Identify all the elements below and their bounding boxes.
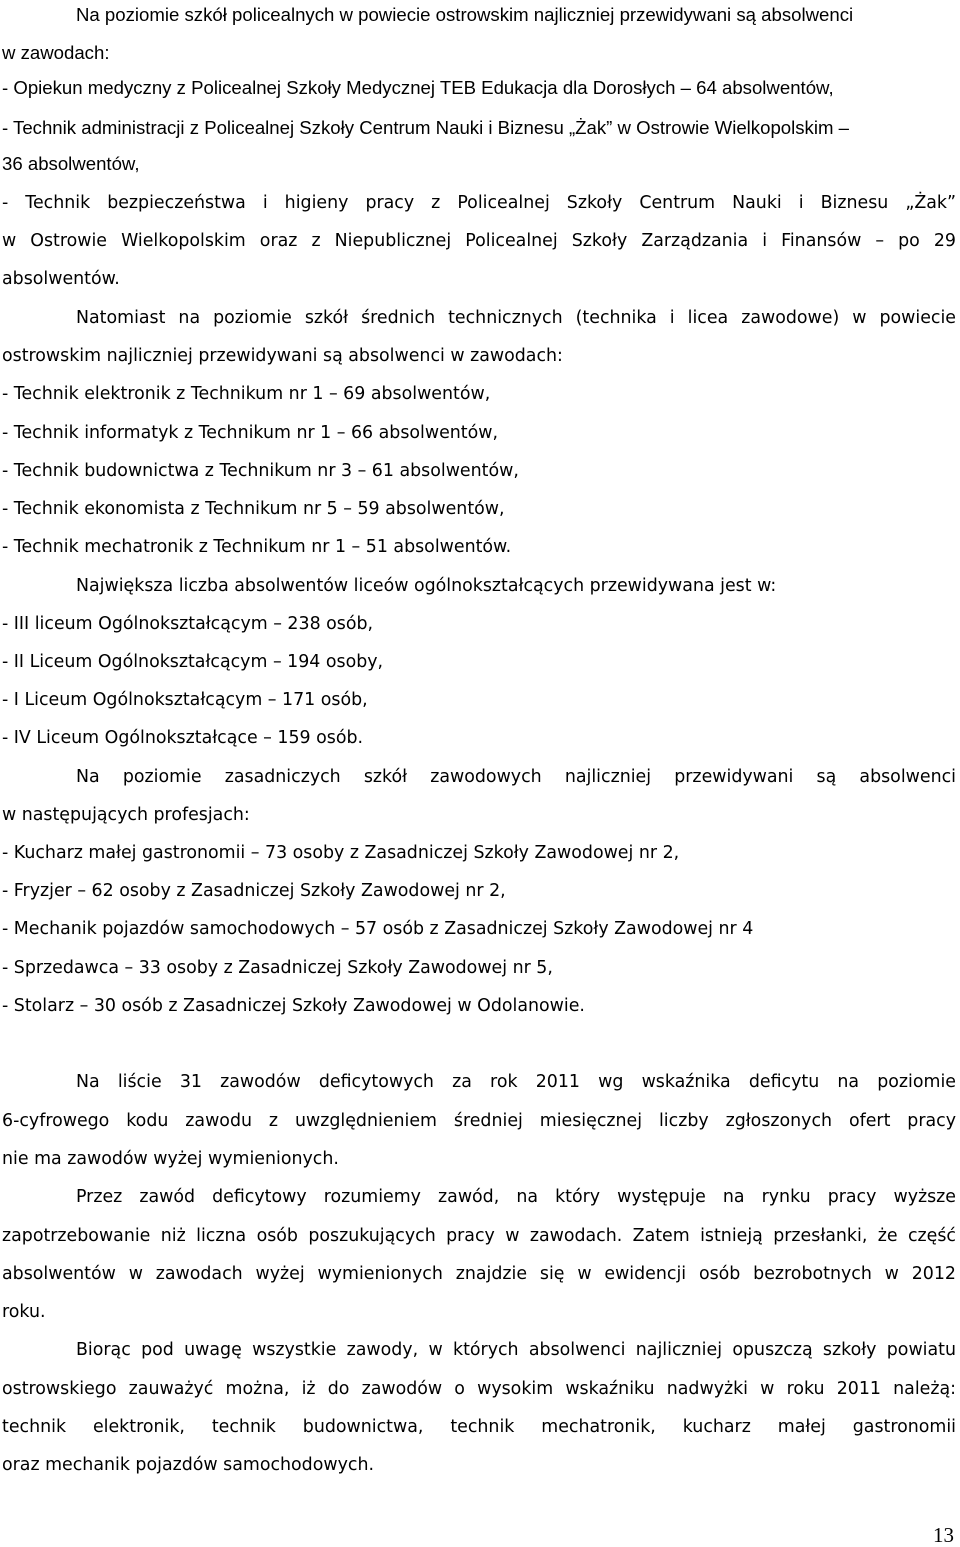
paragraph-line: 6-cyfrowego kodu zawodu z uwzględnieniem średniej miesięcznej liczby zgłoszonych ofert pracy: [2, 1111, 956, 1131]
list-item: - Technik mechatronik z Technikum nr 1 – 51 absolwentów.: [2, 537, 512, 557]
paragraph-line: w zawodach:: [2, 42, 110, 63]
paragraph-line: Biorąc pod uwagę wszystkie zawody, w których absolwenci najliczniej opuszczą szkoły powiatu: [76, 1340, 956, 1360]
list-item: - II Liceum Ogólnokształcącym – 194 osoby,: [2, 652, 384, 672]
paragraph-line: technik elektronik, technik budownictwa, technik mechatronik, kucharz małej gastronomii: [2, 1417, 956, 1437]
paragraph-line: Na poziomie zasadniczych szkół zawodowych najliczniej przewidywani są absolwenci: [76, 767, 956, 787]
list-item: - Stolarz – 30 osób z Zasadniczej Szkoły Zawodowej w Odolanowie.: [2, 996, 585, 1016]
list-item: - Technik bezpieczeństwa i higieny pracy z Policealnej Szkoły Centrum Nauki i Biznesu „Żak”: [2, 193, 956, 213]
paragraph-line: absolwentów w zawodach wyżej wymienionych znajdzie się w ewidencji osób bezrobotnych w 2012: [2, 1264, 956, 1284]
paragraph-line: Na poziomie szkół policealnych w powiecie ostrowskim najliczniej przewidywani są absolwenci: [76, 4, 854, 25]
list-item: - I Liceum Ogólnokształcącym – 171 osób,: [2, 690, 368, 710]
paragraph-line: Na liście 31 zawodów deficytowych za rok 2011 wg wskaźnika deficytu na poziomie: [76, 1072, 956, 1092]
list-item: - Fryzjer – 62 osoby z Zasadniczej Szkoły Zawodowej nr 2,: [2, 881, 506, 901]
list-item: - III liceum Ogólnokształcącym – 238 osób,: [2, 614, 374, 634]
paragraph-line: Największa liczba absolwentów liceów ogólnokształcących przewidywana jest w:: [76, 576, 777, 596]
list-item: - IV Liceum Ogólnokształcące – 159 osób.: [2, 728, 364, 748]
list-item: - Technik administracji z Policealnej Szkoły Centrum Nauki i Biznesu „Żak” w Ostrowie Wielkopolskim –: [2, 117, 849, 138]
page-number: 13: [933, 1523, 954, 1547]
paragraph-line: Natomiast na poziomie szkół średnich technicznych (technika i licea zawodowe) w powiecie: [76, 308, 956, 328]
paragraph-line: ostrowskim najliczniej przewidywani są absolwenci w zawodach:: [2, 346, 563, 366]
paragraph-line: Przez zawód deficytowy rozumiemy zawód, na który występuje na rynku pracy wyższe: [76, 1187, 956, 1207]
paragraph-line: zapotrzebowanie niż liczna osób poszukujących pracy w zawodach. Zatem istnieją przesłanki, że część: [2, 1226, 956, 1246]
list-item: - Mechanik pojazdów samochodowych – 57 osób z Zasadniczej Szkoły Zawodowej nr 4: [2, 919, 754, 939]
list-item: 36 absolwentów,: [2, 153, 140, 174]
paragraph-line: roku.: [2, 1302, 46, 1322]
list-item: - Technik informatyk z Technikum nr 1 – 66 absolwentów,: [2, 423, 499, 443]
list-item: - Technik elektronik z Technikum nr 1 – 69 absolwentów,: [2, 384, 491, 404]
list-item: - Technik ekonomista z Technikum nr 5 – 59 absolwentów,: [2, 499, 505, 519]
list-item: - Technik budownictwa z Technikum nr 3 – 61 absolwentów,: [2, 461, 519, 481]
paragraph-line: ostrowskiego zauważyć można, iż do zawodów o wysokim wskaźniku nadwyżki w roku 2011 należą:: [2, 1379, 956, 1399]
paragraph-line: nie ma zawodów wyżej wymienionych.: [2, 1149, 339, 1169]
list-item: absolwentów.: [2, 269, 120, 289]
paragraph-line: oraz mechanik pojazdów samochodowych.: [2, 1455, 374, 1475]
list-item: w Ostrowie Wielkopolskim oraz z Niepublicznej Policealnej Szkoły Zarządzania i Finansów – po 29: [2, 231, 956, 251]
list-item: - Kucharz małej gastronomii – 73 osoby z Zasadniczej Szkoły Zawodowej nr 2,: [2, 843, 680, 863]
list-item: - Opiekun medyczny z Policealnej Szkoły Medycznej TEB Edukacja dla Dorosłych – 64 absolwentów,: [2, 77, 834, 98]
list-item: - Sprzedawca – 33 osoby z Zasadniczej Szkoły Zawodowej nr 5,: [2, 958, 553, 978]
paragraph-line: w następujących profesjach:: [2, 805, 250, 825]
